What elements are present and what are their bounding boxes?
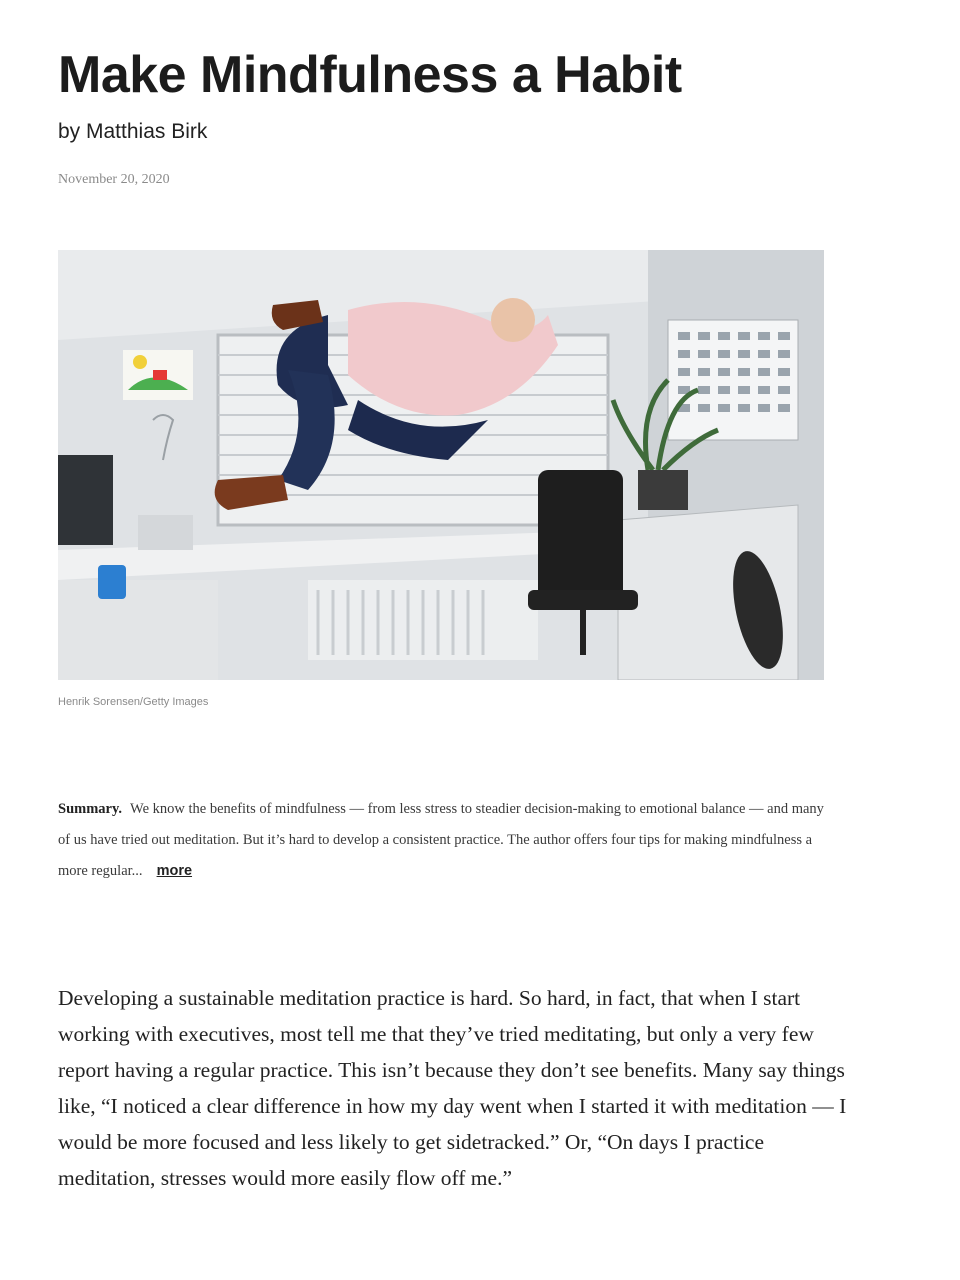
- summary-label: Summary.: [58, 801, 123, 817]
- image-credit: Henrik Sorensen/Getty Images: [58, 696, 209, 708]
- summary-text: We know the benefits of mindfulness — from less stress to steadier decision-making to emotional balance — and many of us have tried out meditation. But it’s hard to develop a consistent practice. The author offers four tips for making mindfulness a more regular...: [58, 801, 824, 879]
- article-title: Make Mindfulness a Habit: [58, 46, 682, 104]
- publish-date: November 20, 2020: [58, 172, 170, 187]
- hero-image: [58, 250, 824, 680]
- article-summary: [58, 794, 828, 887]
- author-byline: by Matthias Birk: [58, 120, 208, 143]
- article-body-paragraph: Developing a sustainable meditation practice is hard. So hard, in fact, that when I start working with executives, most tell me that they’ve tried meditating, but only a very few report having a regular practice. This isn’t because they don’t see benefits. Many say things like, “I noticed a clear difference in how my day went when I started it with meditation — I would be more focused and less likely to get sidetracked.” Or, “On days I practice meditation, stresses would more easily flow off me.”: [58, 986, 847, 1190]
- more-link[interactable]: more: [156, 863, 193, 879]
